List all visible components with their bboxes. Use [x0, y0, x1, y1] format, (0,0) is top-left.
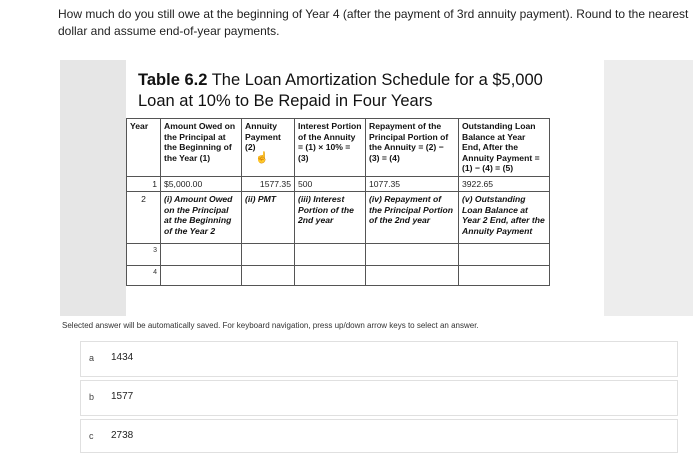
row1-repayment: 1077.35 — [366, 176, 459, 192]
row1-interest: 500 — [295, 176, 366, 192]
table-title-line2: Loan at 10% to Be Repaid in Four Years — [138, 92, 433, 110]
row3-amount-owed — [161, 244, 242, 266]
row4-outstanding — [459, 266, 550, 286]
choice-value: 2738 — [111, 430, 134, 441]
row3-repayment — [366, 244, 459, 266]
header-interest: Interest Portion of the Annuity = (1) × 10% = (3) — [295, 119, 366, 177]
row3-interest — [295, 244, 366, 266]
row4-repayment — [366, 266, 459, 286]
row1-outstanding: 3922.65 — [459, 176, 550, 192]
choice-value: 1577 — [111, 391, 134, 402]
table-row — [127, 176, 550, 192]
table-image-right-margin — [604, 60, 693, 316]
row1-amount-owed: $5,000.00 — [161, 176, 242, 192]
hand-cursor-icon: ☝ — [255, 151, 269, 164]
row2-interest: (iii) Interest Portion of the 2nd year — [295, 192, 366, 244]
row2-outstanding: (v) Outstanding Loan Balance at Year 2 End, after the Annuity Payment — [459, 192, 550, 244]
header-repayment: Repayment of the Principal Portion of the Annuity = (2) − (3) = (4) — [366, 119, 459, 177]
table-row — [127, 266, 550, 286]
row4-year: 4 — [127, 266, 161, 286]
row2-year: 2 — [127, 192, 161, 244]
table-title — [138, 70, 543, 112]
amortization-table — [126, 118, 550, 286]
answer-choice-c[interactable] — [80, 419, 678, 453]
row3-payment — [242, 244, 295, 266]
row1-year: 1 — [127, 176, 161, 192]
amortization-table-image — [126, 60, 604, 316]
table-row — [127, 244, 550, 266]
row2-repayment: (iv) Repayment of the Principal Portion of the 2nd year — [366, 192, 459, 244]
table-row — [127, 192, 550, 244]
header-amount-owed: Amount Owed on the Principal at the Beginning of the Year (1) — [161, 119, 242, 177]
row4-interest — [295, 266, 366, 286]
header-year: Year — [127, 119, 161, 177]
row3-year: 3 — [127, 244, 161, 266]
choice-value: 1434 — [111, 352, 134, 363]
choice-letter: b — [89, 392, 95, 402]
header-annuity-payment — [242, 119, 295, 177]
choice-letter: c — [89, 431, 94, 441]
header-outstanding: Outstanding Loan Balance at Year End, After the Annuity Payment = (1) − (4) = (5) — [459, 119, 550, 177]
autosave-hint: Selected answer will be automatically saved. For keyboard navigation, press up/down arrow keys to select an answer. — [62, 321, 479, 330]
row2-amount-owed: (i) Amount Owed on the Principal at the Beginning of the Year 2 — [161, 192, 242, 244]
question-text: How much do you still owe at the beginning of Year 4 (after the payment of 3rd annuity payment). Round to the nearest dollar and assume end-of-year payments. — [58, 7, 689, 38]
table-title-number: Table 6.2 — [138, 71, 208, 89]
answer-choice-b[interactable] — [80, 380, 678, 416]
row4-amount-owed — [161, 266, 242, 286]
table-title-text: The Loan Amortization Schedule for a $5,000 — [207, 71, 543, 89]
row4-payment — [242, 266, 295, 286]
answer-choice-a[interactable] — [80, 341, 678, 377]
choice-letter: a — [89, 353, 95, 363]
header-annuity-payment-label: Annuity Payment (2) — [245, 121, 281, 152]
table-header-row — [127, 119, 550, 177]
row1-payment: 1577.35 — [242, 176, 295, 192]
row3-outstanding — [459, 244, 550, 266]
row2-payment: (ii) PMT — [242, 192, 295, 244]
